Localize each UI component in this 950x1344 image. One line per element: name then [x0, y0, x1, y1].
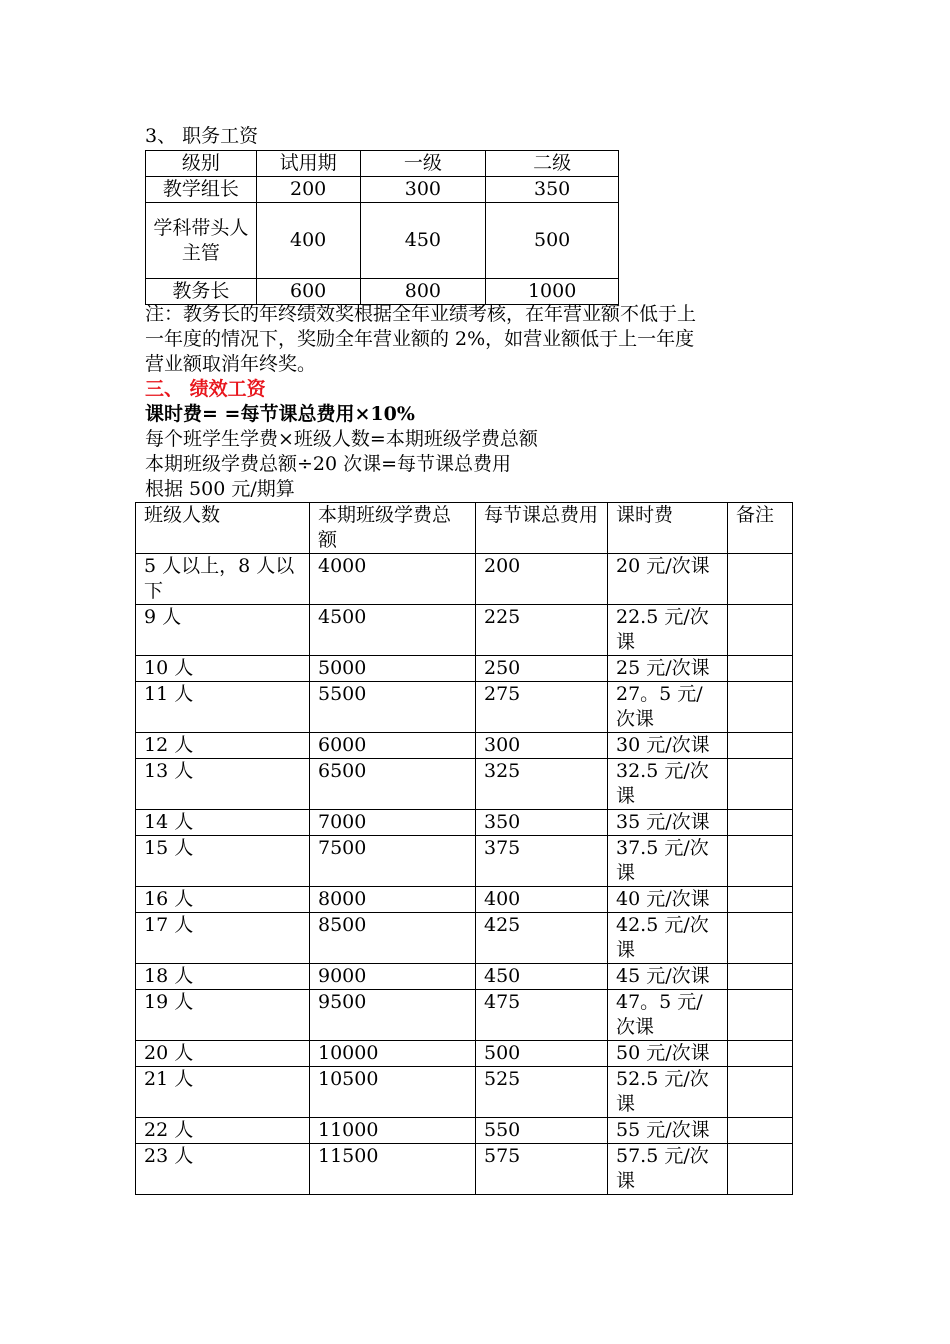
table-cell: 12 人: [136, 733, 310, 759]
table-cell: [728, 964, 793, 990]
table-cell: 21 人: [136, 1067, 310, 1118]
table-cell: [728, 810, 793, 836]
table-row: [136, 990, 793, 1041]
table-cell: [728, 1144, 793, 1195]
table-cell: 5 人以上，8 人以下: [136, 554, 310, 605]
table-row: [136, 913, 793, 964]
table-cell: 22.5 元/次课: [608, 605, 728, 656]
table-row: [136, 1118, 793, 1144]
table-row: [136, 1144, 793, 1195]
table-cell: 350: [476, 810, 608, 836]
table-cell: 20 人: [136, 1041, 310, 1067]
table-cell: [728, 605, 793, 656]
table-cell: 37.5 元/次课: [608, 836, 728, 887]
table-cell: 250: [476, 656, 608, 682]
table-cell: 4500: [310, 605, 476, 656]
table-cell: 17 人: [136, 913, 310, 964]
table-cell: 375: [476, 836, 608, 887]
table-row: [136, 656, 793, 682]
table-cell: 16 人: [136, 887, 310, 913]
table-cell: 14 人: [136, 810, 310, 836]
table-cell: 4000: [310, 554, 476, 605]
table-row: [146, 279, 619, 305]
table-cell: 500: [486, 203, 619, 279]
table-cell: 19 人: [136, 990, 310, 1041]
table-cell: 475: [476, 990, 608, 1041]
table-cell: 9500: [310, 990, 476, 1041]
table-cell: 8500: [310, 913, 476, 964]
table-cell: 22 人: [136, 1118, 310, 1144]
table-cell: 20 元/次课: [608, 554, 728, 605]
table-cell: [728, 733, 793, 759]
explanation-line: 根据 500 元/期算: [145, 478, 295, 500]
table-cell: 11 人: [136, 682, 310, 733]
table-header-row: [136, 503, 793, 554]
table-cell: 55 元/次课: [608, 1118, 728, 1144]
header-cell: 二级: [486, 151, 619, 177]
explanation-line: 每个班学生学费×班级人数=本期班级学费总额: [145, 428, 538, 450]
section-heading: 3、 职务工资: [145, 125, 259, 147]
table-cell: 500: [476, 1041, 608, 1067]
table-cell: 800: [360, 279, 486, 305]
table-cell: 5500: [310, 682, 476, 733]
header-cell: 班级人数: [136, 503, 310, 554]
table-cell: 300: [360, 177, 486, 203]
table-row: [136, 964, 793, 990]
table-cell: [728, 1118, 793, 1144]
header-cell: 试用期: [256, 151, 360, 177]
table-cell: 11000: [310, 1118, 476, 1144]
header-cell: 本期班级学费总额: [310, 503, 476, 554]
table-cell: 57.5 元/次课: [608, 1144, 728, 1195]
table-cell: 575: [476, 1144, 608, 1195]
table-row: [146, 177, 619, 203]
table-cell: 10000: [310, 1041, 476, 1067]
table-row: [136, 554, 793, 605]
table-cell: 9000: [310, 964, 476, 990]
header-cell: 级别: [146, 151, 257, 177]
table-cell: 教学组长: [146, 177, 257, 203]
table-cell: 6500: [310, 759, 476, 810]
table-cell: 教务长: [146, 279, 257, 305]
table-cell: 325: [476, 759, 608, 810]
table-cell: 425: [476, 913, 608, 964]
table-cell: 8000: [310, 887, 476, 913]
table-cell: 275: [476, 682, 608, 733]
table-cell: 225: [476, 605, 608, 656]
table-row: [136, 605, 793, 656]
explanation-line: 本期班级学费总额÷20 次课=每节课总费用: [145, 453, 512, 475]
table-cell: 450: [360, 203, 486, 279]
table-row: [146, 203, 619, 279]
table-row: [136, 759, 793, 810]
table-cell: [728, 913, 793, 964]
table-cell: 18 人: [136, 964, 310, 990]
table-cell: 7000: [310, 810, 476, 836]
table-cell: 525: [476, 1067, 608, 1118]
header-cell: 课时费: [608, 503, 728, 554]
table-cell: 50 元/次课: [608, 1041, 728, 1067]
table-cell: 32.5 元/次课: [608, 759, 728, 810]
table-cell: 5000: [310, 656, 476, 682]
table-cell: 10500: [310, 1067, 476, 1118]
table-cell: 6000: [310, 733, 476, 759]
table-row: [136, 682, 793, 733]
table-cell: [728, 990, 793, 1041]
table-cell: 9 人: [136, 605, 310, 656]
table-row: [136, 1041, 793, 1067]
table-cell: [728, 554, 793, 605]
table-cell: 11500: [310, 1144, 476, 1195]
lesson-fee-table: [135, 502, 793, 1195]
section-title: 三、 绩效工资: [145, 378, 266, 400]
table-cell: 27。5 元/次课: [608, 682, 728, 733]
table-cell: [728, 656, 793, 682]
table-cell: 350: [486, 177, 619, 203]
table-cell: 25 元/次课: [608, 656, 728, 682]
table-row: [136, 887, 793, 913]
note-line: 营业额取消年终奖。: [145, 353, 317, 375]
position-salary-table: [145, 150, 619, 305]
table-cell: 200: [256, 177, 360, 203]
table-cell: 1000: [486, 279, 619, 305]
table-cell: 7500: [310, 836, 476, 887]
table-cell: 200: [476, 554, 608, 605]
table-cell: [728, 1067, 793, 1118]
table-cell: 400: [256, 203, 360, 279]
table-cell: 47。5 元/次课: [608, 990, 728, 1041]
table-row: [136, 836, 793, 887]
table-cell: [728, 682, 793, 733]
table-cell: 40 元/次课: [608, 887, 728, 913]
note-line: 注：教务长的年终绩效奖根据全年业绩考核，在年营业额不低于上: [145, 303, 697, 325]
table-cell: 450: [476, 964, 608, 990]
table-cell: 400: [476, 887, 608, 913]
table-cell: 23 人: [136, 1144, 310, 1195]
table-cell: 35 元/次课: [608, 810, 728, 836]
table-row: [136, 810, 793, 836]
table-header-row: [146, 151, 619, 177]
table-cell: 学科带头人 主管: [146, 203, 257, 279]
note-line: 一年度的情况下，奖励全年营业额的 2%，如营业额低于上一年度: [145, 328, 695, 350]
table-cell: 30 元/次课: [608, 733, 728, 759]
table-cell: 15 人: [136, 836, 310, 887]
table-cell: [728, 1041, 793, 1067]
table-cell: 42.5 元/次课: [608, 913, 728, 964]
table-row: [136, 1067, 793, 1118]
table-cell: 600: [256, 279, 360, 305]
table-cell: [728, 836, 793, 887]
header-cell: 一级: [360, 151, 486, 177]
table-cell: 52.5 元/次课: [608, 1067, 728, 1118]
table-cell: [728, 887, 793, 913]
formula-line: 课时费= =每节课总费用×10%: [145, 403, 415, 425]
table-cell: 10 人: [136, 656, 310, 682]
table-row: [136, 733, 793, 759]
table-cell: 550: [476, 1118, 608, 1144]
table-cell: 13 人: [136, 759, 310, 810]
table-cell: 45 元/次课: [608, 964, 728, 990]
table-cell: [728, 759, 793, 810]
table-cell: 300: [476, 733, 608, 759]
header-cell: 每节课总费用: [476, 503, 608, 554]
header-cell: 备注: [728, 503, 793, 554]
